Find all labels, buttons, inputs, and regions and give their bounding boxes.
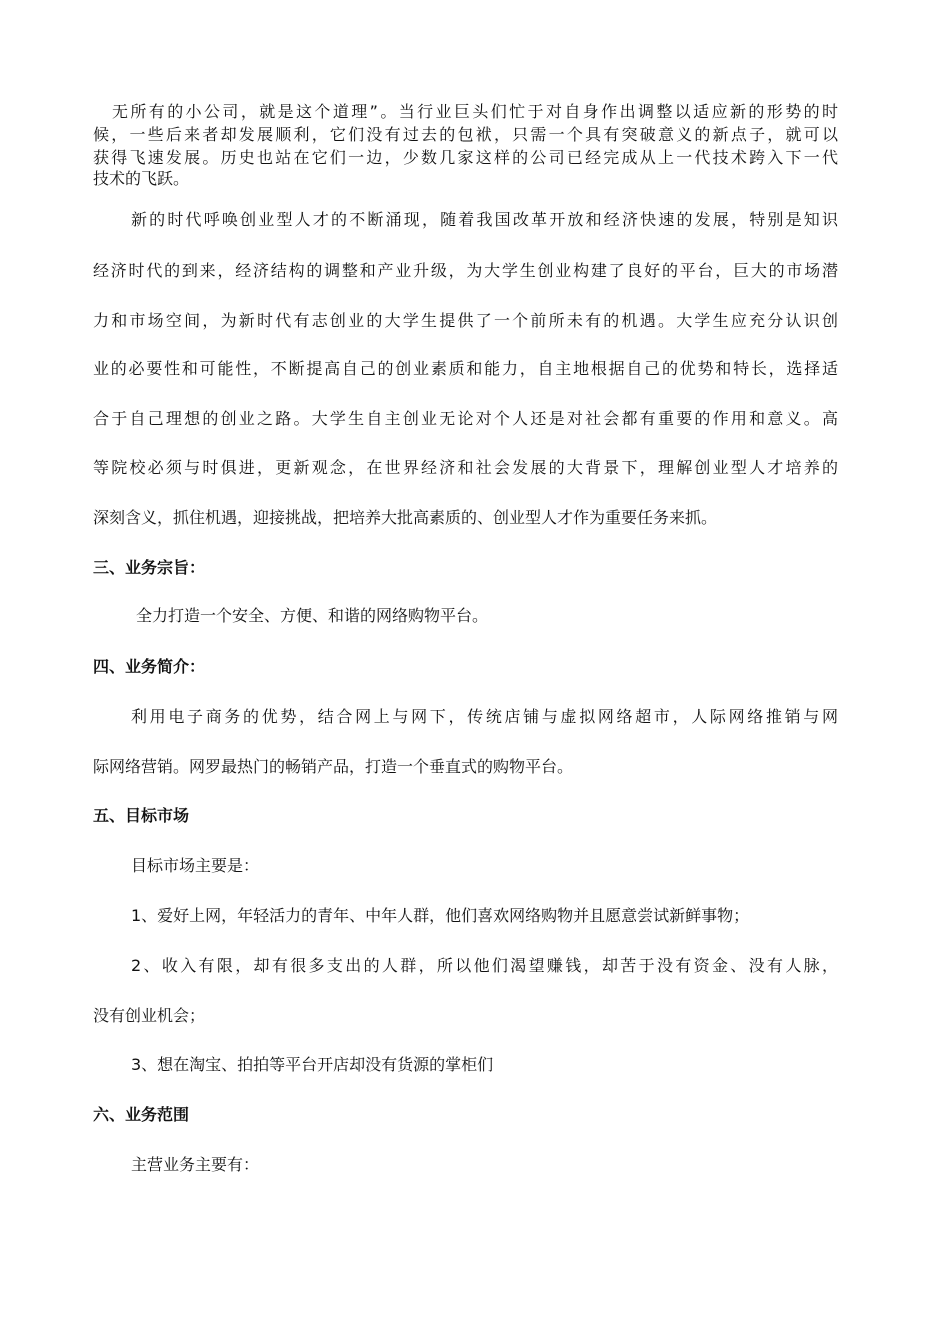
intro-line-1: 无所有的小公司，就是这个道理”。当行业巨头们忙于对自身作出调整以适应新的形势的时 bbox=[112, 102, 838, 121]
entrepreneur-line-5: 合于自己理想的创业之路。大学生自主创业无论对个人还是对社会都有重要的作用和意义。高 bbox=[93, 409, 838, 428]
entrepreneur-line-6: 等院校必须与时俱进，更新观念，在世界经济和社会发展的大背景下，理解创业型人才培养的 bbox=[93, 458, 838, 477]
section4-heading: 四、业务简介： bbox=[93, 657, 206, 676]
section5-item-2-line-1: 2、收入有限，却有很多支出的人群，所以他们渴望赚钱，却苦于没有资金、没有人脉， bbox=[131, 956, 838, 975]
section6-intro: 主营业务主要有： bbox=[131, 1155, 260, 1174]
section6-heading: 六、业务范围 bbox=[93, 1105, 190, 1124]
section5-item-1: 1、爱好上网，年轻活力的青年、中年人群，他们喜欢网络购物并且愿意尝试新鲜事物； bbox=[131, 906, 750, 925]
intro-line-3: 获得飞速发展。历史也站在它们一边，少数几家这样的公司已经完成从上一代技术跨入下一代 bbox=[93, 148, 838, 167]
section3-heading: 三、业务宗旨： bbox=[93, 558, 206, 577]
section5-intro: 目标市场主要是： bbox=[131, 856, 260, 875]
section4-line-1: 利用电子商务的优势，结合网上与网下，传统店铺与虚拟网络超市，人际网络推销与网 bbox=[131, 707, 838, 726]
section5-item-3: 3、想在淘宝、拍拍等平台开店却没有货源的掌柜们 bbox=[131, 1055, 494, 1074]
section3-text: 全力打造一个安全、方便、和谐的网络购物平台。 bbox=[136, 606, 489, 625]
entrepreneur-line-1: 新的时代呼唤创业型人才的不断涌现，随着我国改革开放和经济快速的发展，特别是知识 bbox=[131, 210, 838, 229]
section5-item-2-line-2: 没有创业机会； bbox=[93, 1006, 206, 1025]
entrepreneur-line-2: 经济时代的到来，经济结构的调整和产业升级，为大学生创业构建了良好的平台，巨大的市场潜 bbox=[93, 261, 838, 280]
intro-line-2: 候，一些后来者却发展顺利，它们没有过去的包袱，只需一个具有突破意义的新点子，就可以 bbox=[93, 125, 838, 144]
section4-line-2: 际网络营销。网罗最热门的畅销产品，打造一个垂直式的购物平台。 bbox=[93, 757, 574, 776]
entrepreneur-line-7: 深刻含义，抓住机遇，迎接挑战，把培养大批高素质的、创业型人才作为重要任务来抓。 bbox=[93, 508, 718, 527]
section5-heading: 五、目标市场 bbox=[93, 806, 190, 825]
entrepreneur-line-3: 力和市场空间，为新时代有志创业的大学生提供了一个前所未有的机遇。大学生应充分认识创 bbox=[93, 311, 838, 330]
entrepreneur-line-4: 业的必要性和可能性，不断提高自己的创业素质和能力，自主地根据自己的优势和特长，选择适 bbox=[93, 359, 838, 378]
intro-line-4: 技术的飞跃。 bbox=[93, 169, 190, 188]
